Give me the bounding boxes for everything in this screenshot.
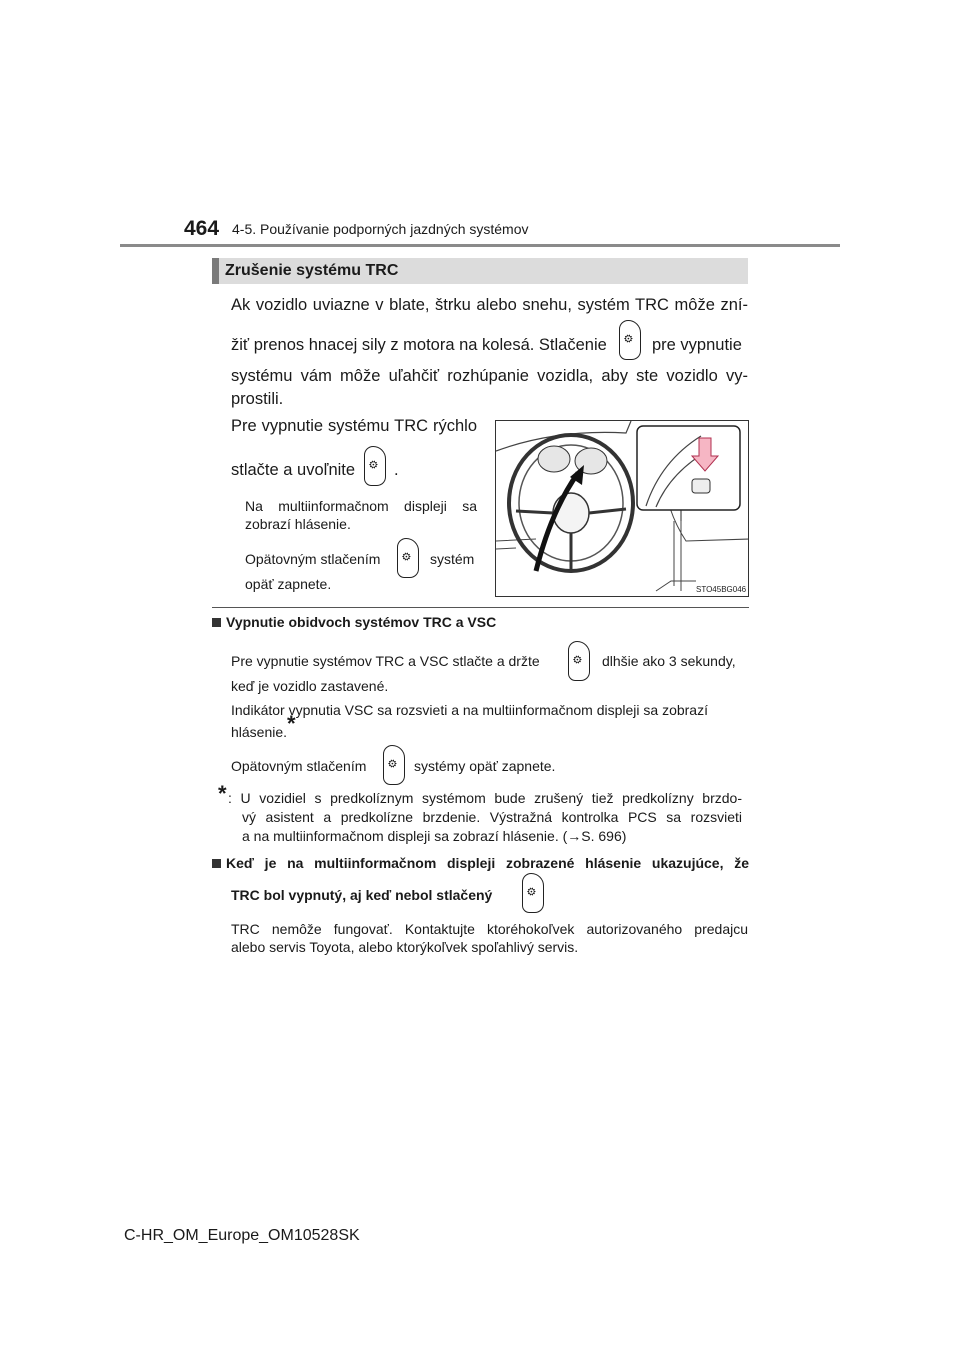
intro-line-1: Ak vozidlo uviazne v blate, štrku alebo snehu, systém TRC môže zní-	[231, 296, 748, 314]
sub1-p1a: Pre vypnutie systémov TRC a VSC stlačte a držte	[231, 653, 540, 669]
page-number: 464	[184, 217, 220, 240]
sub1-p1b: dlhšie ako 3 sekundy,	[602, 653, 736, 669]
sub1-p1c: keď je vozidlo zastavené.	[231, 678, 389, 694]
footnote-line-3: a na multiinformačnom displeji sa zobrazí hlásenie. (→S. 696)	[242, 828, 627, 844]
step-line-2b: .	[394, 461, 399, 479]
document-id: C-HR_OM_Europe_OM10528SK	[124, 1227, 360, 1244]
section-separator	[212, 607, 749, 608]
vsc-off-button-icon	[364, 446, 386, 486]
intro-line-4: prostili.	[231, 390, 284, 408]
vsc-off-button-icon	[568, 641, 590, 681]
footnote-line-2: vý asistent a predkolízne brzdenie. Výstražná kontrolka PCS sa rozsvieti	[242, 809, 742, 825]
vsc-off-button-icon	[383, 745, 405, 785]
section-title: Zrušenie systému TRC	[225, 262, 399, 279]
sub2-p1-line2: alebo servis Toyota, alebo ktorýkoľvek spoľahlivý servis.	[231, 939, 579, 955]
note1-line-1: Na multiinformačnom displeji sa	[245, 498, 477, 514]
intro-line-3: systému vám môže uľahčiť rozhúpanie vozidla, aby ste vozidlo vy-	[231, 367, 748, 385]
note2-line-1b: systém	[430, 551, 475, 567]
sub1-p2-line1: Indikátor vypnutia VSC sa rozsvieti a na multiinformačnom displeji sa zobrazí	[231, 702, 708, 718]
subsection-2-title-line1	[212, 855, 749, 871]
subsection-1-title-text: Vypnutie obidvoch systémov TRC a VSC	[226, 614, 497, 630]
note2-line-1a: Opätovným stlačením	[245, 551, 381, 567]
sub1-p3b: systémy opäť zapnete.	[414, 758, 556, 774]
sub1-p3a: Opätovným stlačením	[231, 758, 367, 774]
intro-line-2a: žiť prenos hnacej sily z motora na kolesá. Stlačenie	[231, 336, 607, 354]
vsc-off-button-icon	[522, 873, 544, 913]
bullet-square-icon	[212, 618, 221, 627]
steering-wheel-drawing	[496, 421, 749, 597]
step-line-1: Pre vypnutie systému TRC rýchlo	[231, 417, 477, 435]
dashboard-illustration	[495, 420, 749, 597]
image-code: STO45BG046	[696, 585, 747, 594]
sub2-p1-line1: TRC nemôže fungovať. Kontaktujte ktoréhokoľvek autorizovaného predajcu	[231, 921, 748, 937]
vsc-off-button-icon	[619, 320, 641, 360]
header-rule	[120, 244, 840, 247]
note1-line-2: zobrazí hlásenie.	[245, 516, 351, 532]
bullet-square-icon	[212, 859, 221, 868]
subsection-2-title-line2: TRC bol vypnutý, aj keď nebol stlačený	[231, 887, 493, 903]
sub1-p2-line2-text: hlásenie.	[231, 724, 288, 740]
step-line-2a: stlačte a uvoľnite	[231, 461, 356, 479]
chapter-title: 4-5. Používanie podporných jazdných systémov	[232, 221, 529, 237]
footnote-marker: *	[287, 711, 296, 736]
vsc-off-button-icon	[397, 538, 419, 578]
subsection-1-title	[212, 614, 496, 630]
intro-line-2b: pre vypnutie	[652, 336, 742, 354]
subsection-2-title-text: Keď je na multiinformačnom displeji zobrazené hlásenie ukazujúce, že	[226, 855, 749, 871]
section-heading-accent	[212, 258, 219, 284]
note2-line-2: opäť zapnete.	[245, 576, 332, 592]
footnote-star: *	[218, 781, 227, 806]
footnote-line-1: : U vozidiel s predkolíznym systémom bude zrušený tiež predkolízny brzdo-	[228, 790, 742, 806]
section-heading	[212, 258, 748, 284]
sub1-p2-line2	[231, 711, 296, 741]
